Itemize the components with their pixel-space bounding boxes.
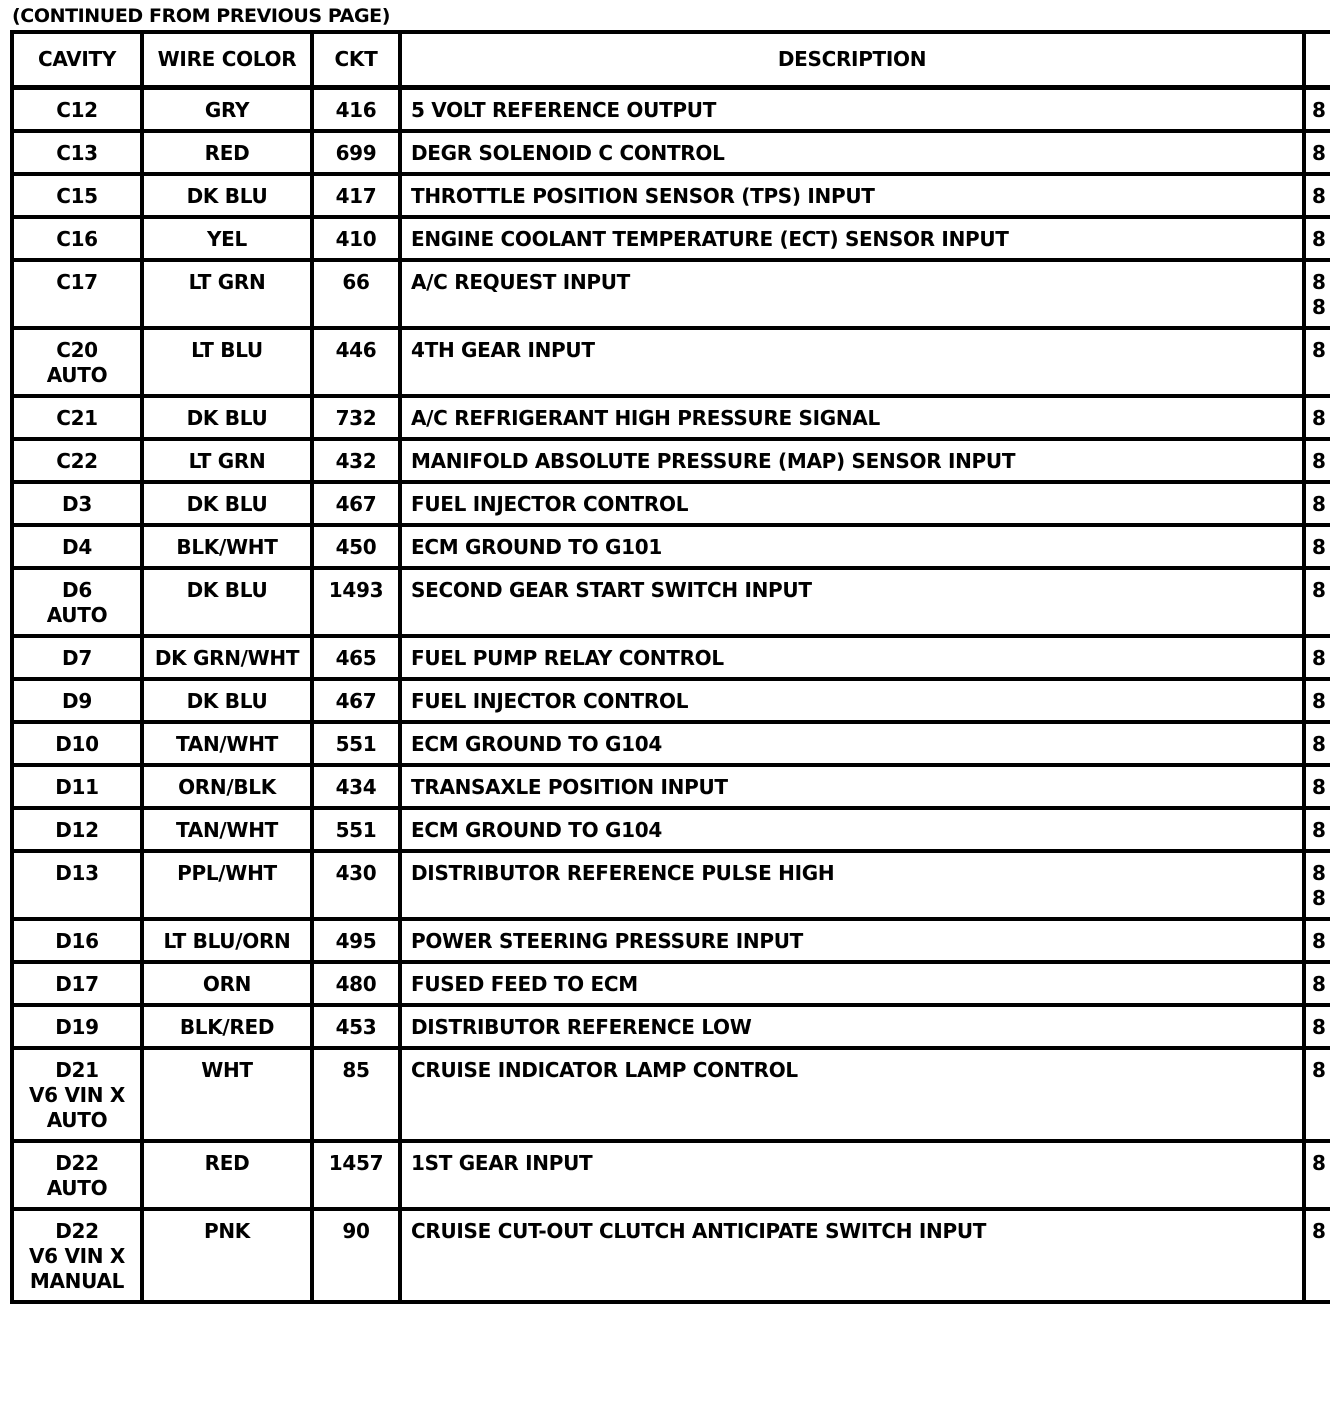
cell-wire-color: ORN/BLK <box>144 767 314 810</box>
cell-ckt: 85 <box>314 1050 402 1143</box>
cell-description: CRUISE CUT-OUT CLUTCH ANTICIPATE SWITCH INPUT <box>402 1211 1306 1304</box>
cell-cavity <box>10 219 144 262</box>
extra-line: 8 <box>1312 1015 1326 1039</box>
cell-description: A/C REFRIGERANT HIGH PRESSURE SIGNAL <box>402 398 1306 441</box>
cell-cavity <box>10 527 144 570</box>
cell-wire-color: DK BLU <box>144 484 314 527</box>
cell-extra <box>1306 133 1330 176</box>
cell-extra <box>1306 484 1330 527</box>
cell-cavity <box>10 921 144 964</box>
cell-cavity <box>10 810 144 853</box>
cavity-line: D13 <box>55 861 99 885</box>
cell-extra <box>1306 90 1330 133</box>
cell-description: FUEL INJECTOR CONTROL <box>402 681 1306 724</box>
extra-line: 8 <box>1312 338 1326 362</box>
cell-wire-color: RED <box>144 133 314 176</box>
cavity-line: AUTO <box>46 1108 108 1132</box>
cavity-line: D3 <box>62 492 92 516</box>
cell-extra <box>1306 1007 1330 1050</box>
cell-description: POWER STEERING PRESSURE INPUT <box>402 921 1306 964</box>
cell-description: FUEL INJECTOR CONTROL <box>402 484 1306 527</box>
cell-description: FUEL PUMP RELAY CONTROL <box>402 638 1306 681</box>
cell-extra <box>1306 441 1330 484</box>
cell-extra <box>1306 330 1330 398</box>
cavity-line: AUTO <box>46 603 108 627</box>
cell-wire-color: ORN <box>144 964 314 1007</box>
cell-ckt: 699 <box>314 133 402 176</box>
cell-extra <box>1306 398 1330 441</box>
cavity-line: C17 <box>56 270 98 294</box>
cell-cavity <box>10 964 144 1007</box>
cavity-line: D10 <box>55 732 99 756</box>
extra-line: 8 <box>1312 818 1326 842</box>
header-cavity: CAVITY <box>10 34 144 90</box>
cell-wire-color: LT BLU/ORN <box>144 921 314 964</box>
header-row <box>10 34 1330 90</box>
cell-cavity <box>10 1007 144 1050</box>
cell-ckt: 90 <box>314 1211 402 1304</box>
cell-ckt: 446 <box>314 330 402 398</box>
cell-cavity <box>10 330 144 398</box>
cell-extra <box>1306 219 1330 262</box>
extra-line: 8 <box>1312 449 1326 473</box>
cell-extra <box>1306 262 1330 330</box>
cell-ckt: 1493 <box>314 570 402 638</box>
extra-line: 8 <box>1312 227 1326 251</box>
cell-extra <box>1306 570 1330 638</box>
cell-ckt: 453 <box>314 1007 402 1050</box>
cavity-line: MANUAL <box>29 1269 125 1293</box>
cell-wire-color: LT BLU <box>144 330 314 398</box>
cell-extra <box>1306 681 1330 724</box>
cell-cavity <box>10 1211 144 1304</box>
cavity-line: D12 <box>55 818 99 842</box>
cell-cavity <box>10 90 144 133</box>
cell-ckt: 551 <box>314 810 402 853</box>
cell-cavity <box>10 1050 144 1143</box>
cell-extra <box>1306 921 1330 964</box>
cell-wire-color: TAN/WHT <box>144 724 314 767</box>
table-row <box>10 767 1330 810</box>
cavity-line: C22 <box>56 449 98 473</box>
cell-cavity <box>10 176 144 219</box>
cavity-line: D22 <box>55 1151 99 1175</box>
cell-extra <box>1306 853 1330 921</box>
cell-description: MANIFOLD ABSOLUTE PRESSURE (MAP) SENSOR INPUT <box>402 441 1306 484</box>
extra-line: 8 <box>1312 184 1326 208</box>
cell-description: 5 VOLT REFERENCE OUTPUT <box>402 90 1306 133</box>
extra-line: 8 <box>1312 689 1326 713</box>
cell-description: 1ST GEAR INPUT <box>402 1143 1306 1211</box>
cell-wire-color: RED <box>144 1143 314 1211</box>
cell-ckt: 417 <box>314 176 402 219</box>
table-row <box>10 638 1330 681</box>
cell-description: ENGINE COOLANT TEMPERATURE (ECT) SENSOR INPUT <box>402 219 1306 262</box>
table-row <box>10 90 1330 133</box>
cell-description: ECM GROUND TO G101 <box>402 527 1306 570</box>
extra-line: 8 <box>1312 732 1326 756</box>
cell-ckt: 432 <box>314 441 402 484</box>
extra-line: 8 <box>1312 270 1326 294</box>
cell-cavity <box>10 853 144 921</box>
extra-line: 8 <box>1312 535 1326 559</box>
extra-line: 8 <box>1312 929 1326 953</box>
extra-line: 8 <box>1312 141 1326 165</box>
extra-line: 8 <box>1312 646 1326 670</box>
cell-cavity <box>10 724 144 767</box>
cavity-line: V6 VIN X <box>29 1083 125 1107</box>
extra-line: 8 <box>1312 972 1326 996</box>
cavity-line: D9 <box>62 689 92 713</box>
cavity-line: C12 <box>56 98 98 122</box>
cavity-line: D19 <box>55 1015 99 1039</box>
table-row <box>10 176 1330 219</box>
cell-extra <box>1306 1211 1330 1304</box>
cell-extra <box>1306 527 1330 570</box>
cavity-line: D17 <box>55 972 99 996</box>
cell-cavity <box>10 398 144 441</box>
cell-description: DEGR SOLENOID C CONTROL <box>402 133 1306 176</box>
cell-wire-color: LT GRN <box>144 262 314 330</box>
extra-line: 8 <box>1312 98 1326 122</box>
cell-cavity <box>10 262 144 330</box>
table-row <box>10 330 1330 398</box>
table-row <box>10 1211 1330 1304</box>
cell-extra <box>1306 767 1330 810</box>
extra-line: 8 <box>1312 886 1326 910</box>
cell-ckt: 551 <box>314 724 402 767</box>
cell-cavity <box>10 441 144 484</box>
cell-cavity <box>10 767 144 810</box>
table-row <box>10 398 1330 441</box>
extra-line: 8 <box>1312 1151 1326 1175</box>
cell-wire-color: BLK/RED <box>144 1007 314 1050</box>
table-body <box>10 90 1330 1304</box>
table-row <box>10 484 1330 527</box>
cell-extra <box>1306 724 1330 767</box>
cell-description: SECOND GEAR START SWITCH INPUT <box>402 570 1306 638</box>
table-row <box>10 853 1330 921</box>
extra-line: 8 <box>1312 775 1326 799</box>
cavity-line: D6 <box>62 578 92 602</box>
cavity-line: D11 <box>55 775 99 799</box>
cell-extra <box>1306 964 1330 1007</box>
cell-description: CRUISE INDICATOR LAMP CONTROL <box>402 1050 1306 1143</box>
cavity-line: C21 <box>56 406 98 430</box>
header-ckt: CKT <box>314 34 402 90</box>
extra-line: 8 <box>1312 295 1326 319</box>
cavity-line: V6 VIN X <box>29 1244 125 1268</box>
cell-description: DISTRIBUTOR REFERENCE LOW <box>402 1007 1306 1050</box>
cavity-line: D16 <box>55 929 99 953</box>
cell-extra <box>1306 176 1330 219</box>
table-row <box>10 681 1330 724</box>
cell-wire-color: DK BLU <box>144 681 314 724</box>
extra-line: 8 <box>1312 861 1326 885</box>
table-row <box>10 441 1330 484</box>
cell-ckt: 434 <box>314 767 402 810</box>
cell-wire-color: BLK/WHT <box>144 527 314 570</box>
cell-wire-color: DK GRN/WHT <box>144 638 314 681</box>
extra-line: 8 <box>1312 492 1326 516</box>
cavity-line: AUTO <box>46 363 108 387</box>
cell-ckt: 430 <box>314 853 402 921</box>
header-extra <box>1306 34 1330 90</box>
cell-ckt: 480 <box>314 964 402 1007</box>
cell-ckt: 66 <box>314 262 402 330</box>
cell-extra <box>1306 638 1330 681</box>
cell-wire-color: DK BLU <box>144 398 314 441</box>
cell-ckt: 450 <box>314 527 402 570</box>
cell-cavity <box>10 638 144 681</box>
cell-wire-color: DK BLU <box>144 176 314 219</box>
cell-ckt: 732 <box>314 398 402 441</box>
cell-ckt: 1457 <box>314 1143 402 1211</box>
cell-cavity <box>10 570 144 638</box>
cavity-line: C15 <box>56 184 98 208</box>
cavity-line: C20 <box>56 338 98 362</box>
cell-ckt: 467 <box>314 681 402 724</box>
cell-wire-color: TAN/WHT <box>144 810 314 853</box>
cavity-line: C13 <box>56 141 98 165</box>
connector-table <box>10 30 1330 1304</box>
cell-extra <box>1306 810 1330 853</box>
table-row <box>10 724 1330 767</box>
cell-wire-color: YEL <box>144 219 314 262</box>
cell-description: FUSED FEED TO ECM <box>402 964 1306 1007</box>
cell-wire-color: PNK <box>144 1211 314 1304</box>
cavity-line: D22 <box>55 1219 99 1243</box>
cell-ckt: 410 <box>314 219 402 262</box>
table-row <box>10 921 1330 964</box>
table-row <box>10 219 1330 262</box>
cell-description: TRANSAXLE POSITION INPUT <box>402 767 1306 810</box>
cell-extra <box>1306 1143 1330 1211</box>
table-row <box>10 810 1330 853</box>
header-wire-color: WIRE COLOR <box>144 34 314 90</box>
cell-wire-color: LT GRN <box>144 441 314 484</box>
cell-wire-color: PPL/WHT <box>144 853 314 921</box>
cell-ckt: 465 <box>314 638 402 681</box>
table-row <box>10 133 1330 176</box>
cell-wire-color: GRY <box>144 90 314 133</box>
cell-description: A/C REQUEST INPUT <box>402 262 1306 330</box>
header-description: DESCRIPTION <box>402 34 1306 90</box>
table-row <box>10 1143 1330 1211</box>
cell-cavity <box>10 484 144 527</box>
cell-ckt: 467 <box>314 484 402 527</box>
cavity-line: D4 <box>62 535 92 559</box>
cell-description: 4TH GEAR INPUT <box>402 330 1306 398</box>
cell-description: DISTRIBUTOR REFERENCE PULSE HIGH <box>402 853 1306 921</box>
continued-label: (CONTINUED FROM PREVIOUS PAGE) <box>12 5 391 27</box>
extra-line: 8 <box>1312 406 1326 430</box>
cavity-line: D21 <box>55 1058 99 1082</box>
cell-extra <box>1306 1050 1330 1143</box>
cell-ckt: 495 <box>314 921 402 964</box>
cell-description: ECM GROUND TO G104 <box>402 810 1306 853</box>
extra-line: 8 <box>1312 578 1326 602</box>
cell-cavity <box>10 1143 144 1211</box>
cell-cavity <box>10 133 144 176</box>
cavity-line: C16 <box>56 227 98 251</box>
extra-line: 8 <box>1312 1058 1326 1082</box>
table-row <box>10 964 1330 1007</box>
table-row <box>10 1007 1330 1050</box>
cell-wire-color: DK BLU <box>144 570 314 638</box>
cell-description: THROTTLE POSITION SENSOR (TPS) INPUT <box>402 176 1306 219</box>
cavity-line: D7 <box>62 646 92 670</box>
cavity-line: AUTO <box>46 1176 108 1200</box>
table-row <box>10 262 1330 330</box>
cell-wire-color: WHT <box>144 1050 314 1143</box>
extra-line: 8 <box>1312 1219 1326 1243</box>
cell-description: ECM GROUND TO G104 <box>402 724 1306 767</box>
table-row <box>10 1050 1330 1143</box>
cell-ckt: 416 <box>314 90 402 133</box>
table-row <box>10 570 1330 638</box>
cell-cavity <box>10 681 144 724</box>
table-row <box>10 527 1330 570</box>
